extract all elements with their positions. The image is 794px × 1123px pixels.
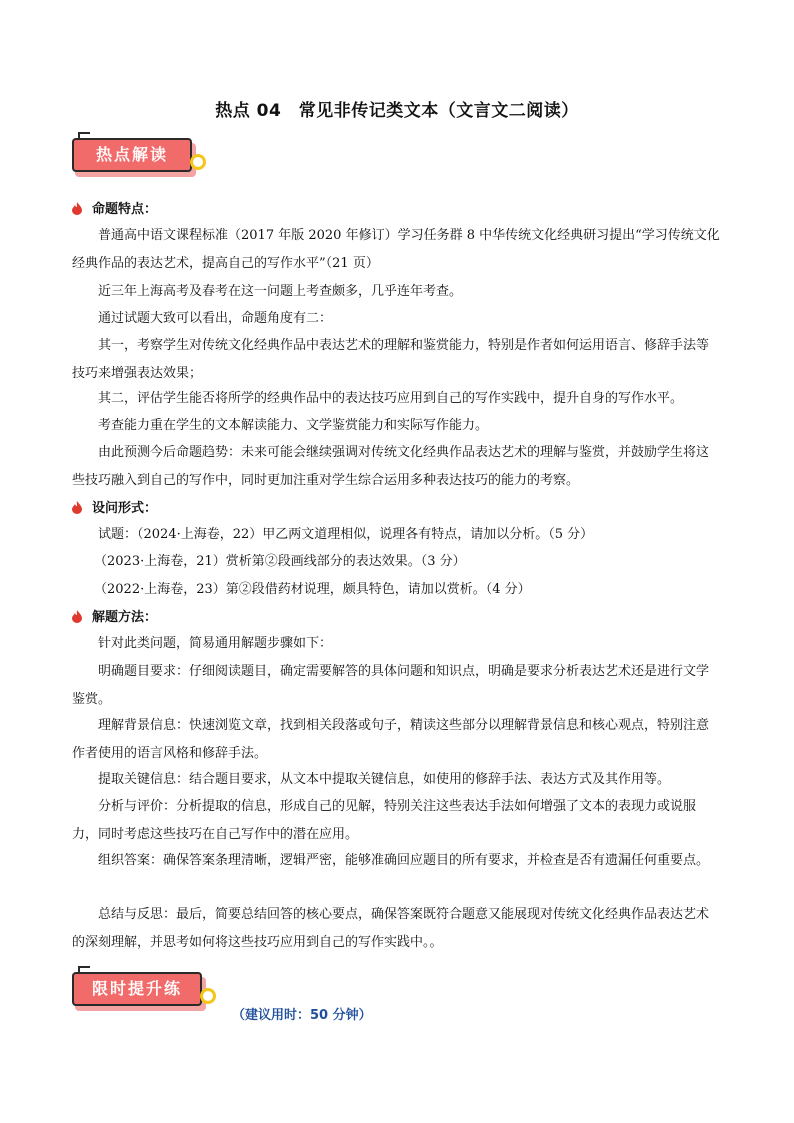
paragraph: 由此预测今后命题趋势：未来可能会继续强调对传统文化经典作品表达艺术的理解与鉴赏，并鼓励学生将这些技巧融入到自己的写作中，同时更加注重对学生综合运用多种表达技巧的能力的考察。 [72,445,710,488]
paragraph: 近三年上海高考及春考在这一问题上考查颇多，几乎连年考查。 [98,284,463,299]
question-item: （2022·上海卷，23）第②段借药材说理，颇具特色，请加以赏析。（4 分） [94,582,531,597]
banner-label: 热点解读 [72,138,192,172]
section-heading-text: 解题方法： [92,610,158,625]
paragraph: 组织答案：确保答案条理清晰，逻辑严密，能够准确回应题目的所有要求，并检查是否有遗漏任何重要点。 [98,853,710,868]
paragraph: 分析与评价：分析提取的信息，形成自己的见解，特别关注这些表达手法如何增强了文本的表现力或说服力，同时考虑这些技巧在自己写作中的潜在应用。 [72,799,697,842]
suggested-time: （建议用时：50 分钟） [232,1008,372,1023]
paragraph: 其二，评估学生能否将所学的经典作品中的表达技巧应用到自己的写作实践中，提升自身的写作水平。 [98,391,684,406]
paragraph: 普通高中语文课程标准（2017 年版 2020 年修订）学习任务群 8 中华传统文化经典研习提出“学习传统文化经典作品的表达艺术，提高自己的写作水平”（21 页） [72,228,720,271]
section-heading-methods [72,606,157,625]
paragraph: 提取关键信息：结合题目要求，从文本中提取关键信息，如使用的修辞手法、表达方式及其作用等。 [98,772,671,787]
paragraph: 明确题目要求：仔细阅读题目，确定需要解答的具体问题和知识点，明确是要求分析表达艺术还是进行文学鉴赏。 [72,664,710,707]
page-title: 热点 04 常见非传记类文本（文言文二阅读） [215,101,579,121]
paragraph: 理解背景信息：快速浏览文章，找到相关段落或句子，精读这些部分以理解背景信息和核心观点，特别注意作者使用的语言风格和修辞手法。 [72,718,710,761]
section-heading-question-forms [72,497,157,516]
section-heading-text: 命题特点： [92,202,158,217]
banner-timed-practice [72,972,222,1018]
banner-hot-topic [72,138,222,184]
banner-label: 限时提升练 [72,972,202,1006]
flame-icon [72,202,82,215]
paragraph: 总结与反思：最后，简要总结回答的核心要点，确保答案既符合题意又能展现对传统文化经典作品表达艺术的深刻理解，并思考如何将这些技巧应用到自己的写作实践中。。 [72,907,710,950]
section-heading-text: 设问形式： [92,501,158,516]
flame-icon [72,610,82,623]
question-item: （2023·上海卷，21）赏析第②段画线部分的表达效果。（3 分） [94,554,466,569]
question-item: 试题：（2024·上海卷，22）甲乙两文道理相似，说理各有特点，请加以分析。（5 分） [98,527,594,542]
paragraph: 考查能力重在学生的文本解读能力、文学鉴赏能力和实际写作能力。 [98,418,489,433]
ring-icon [190,154,206,170]
flame-icon [72,501,82,514]
paragraph: 针对此类问题，简易通用解题步骤如下： [98,636,333,651]
paragraph: 其一，考察学生对传统文化经典作品中表达艺术的理解和鉴赏能力，特别是作者如何运用语言、修辞手法等技巧来增强表达效果； [72,338,710,381]
section-heading-features [72,198,157,217]
ring-icon [200,988,216,1004]
paragraph: 通过试题大致可以看出，命题角度有二： [98,311,333,326]
